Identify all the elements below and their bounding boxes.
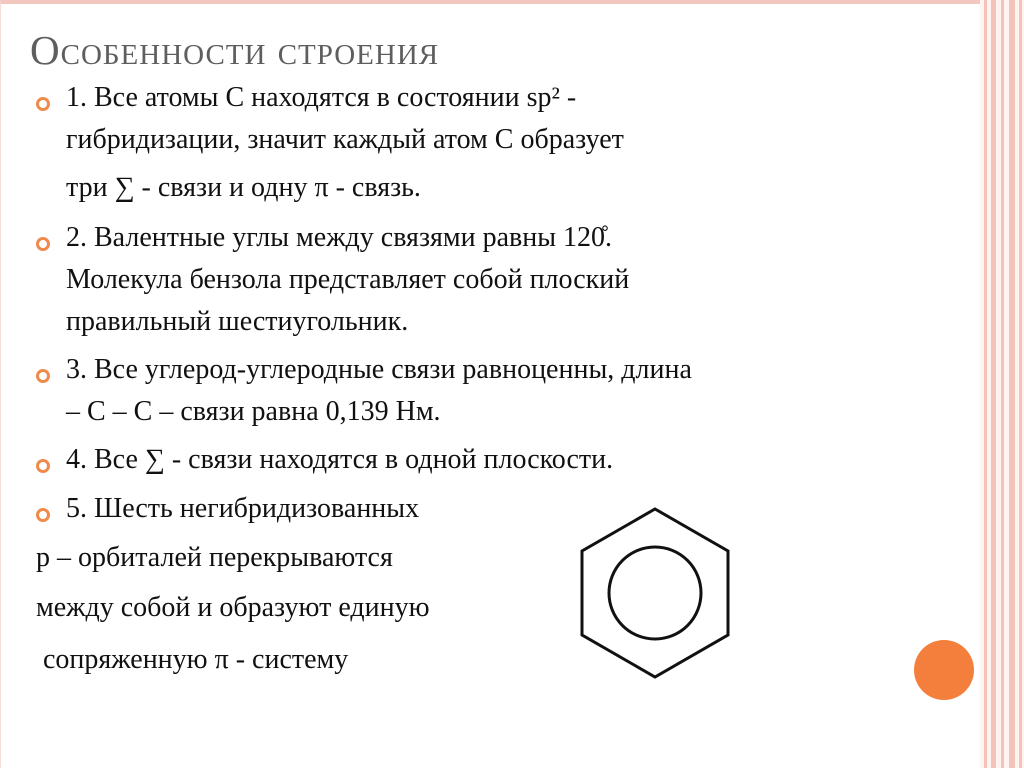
bullet-2-line-1: 2. Валентные углы между связями равны 120̊.: [66, 222, 613, 253]
bullet-2-line-2: Молекула бензола представляет собой плоский: [66, 264, 630, 295]
continuation-line-3: сопряженную π - систему: [36, 644, 349, 675]
bullet-5-line-1: 5. Шесть негибридизованных: [66, 493, 420, 524]
bullet-4-line-1: 4. Все ∑ - связи находятся в одной плоскости.: [66, 444, 614, 475]
bullet-3-line-1: 3. Все углерод-углеродные связи равноценны, длина: [66, 354, 692, 385]
continuation-line-2: между собой и образуют единую: [36, 592, 430, 623]
decorative-circle-icon: [914, 640, 974, 700]
slide-title: Особенности строения: [30, 27, 440, 73]
bullet-circle-icon: [36, 508, 50, 522]
benzene-ring-icon: [575, 505, 735, 681]
bullet-circle-icon: [36, 369, 50, 383]
bullet-circle-icon: [36, 97, 50, 111]
bullet-circle-icon: [36, 459, 50, 473]
bullet-2-line-3: правильный шестиугольник.: [66, 306, 409, 337]
decorative-stripes: [980, 0, 1024, 768]
bullet-1-line-3: три ∑ - связи и одну π - связь.: [66, 172, 421, 203]
continuation-line-1: р – орбиталей перекрываются: [36, 542, 393, 573]
bullet-circle-icon: [36, 237, 50, 251]
bullet-3-line-2: – С – С – связи равна 0,139 Нм.: [66, 396, 441, 427]
bullet-1-line-1: 1. Все атомы С находятся в состоянии sp² -: [66, 82, 577, 113]
bullet-1-line-2: гибридизации, значит каждый атом С образует: [66, 124, 624, 155]
